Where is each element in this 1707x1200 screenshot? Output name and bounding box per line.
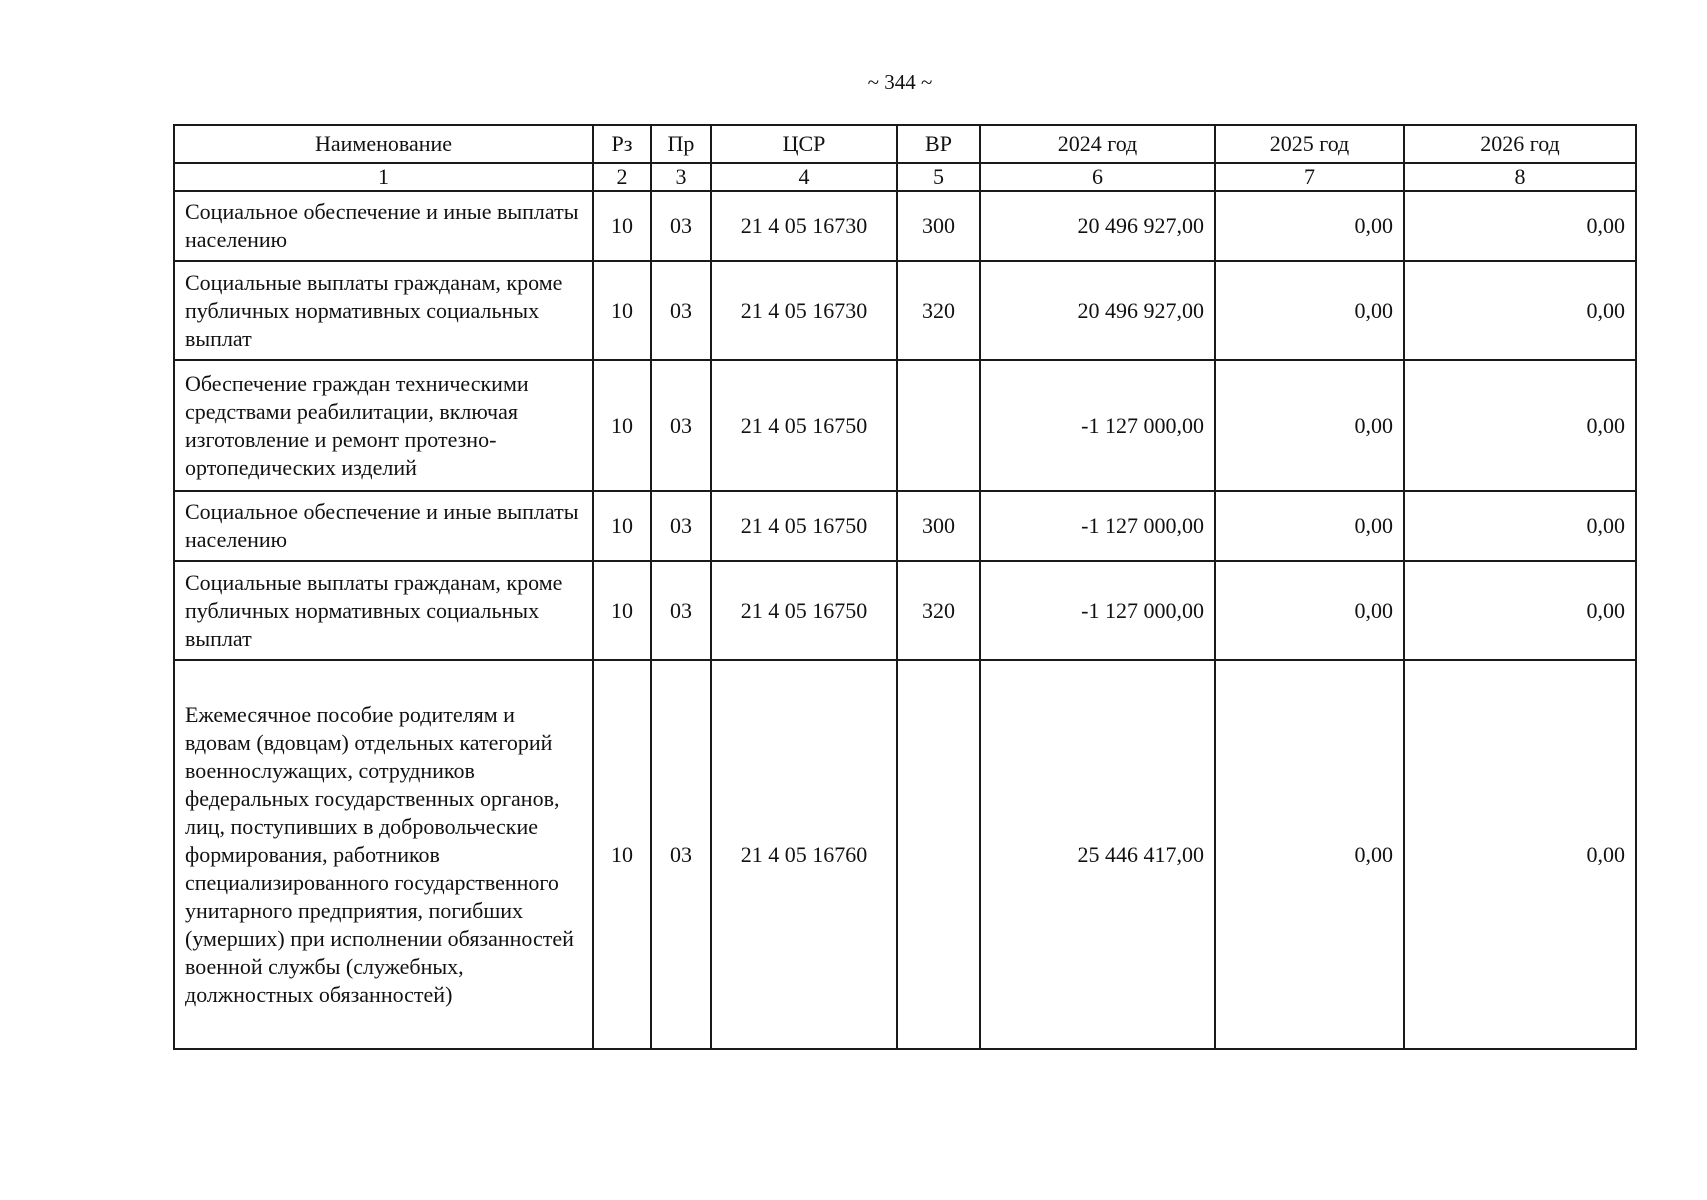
row-name: Обеспечение граждан техническими средствами реабилитации, включая изготовление и ремонт протезно-ортопедических изделий xyxy=(174,360,593,491)
row-vr: 320 xyxy=(897,261,980,360)
row-rz: 10 xyxy=(593,191,651,261)
row-csr: 21 4 05 16750 xyxy=(711,491,897,561)
row-rz: 10 xyxy=(593,561,651,660)
table-row xyxy=(174,191,1636,261)
row-2025: 0,00 xyxy=(1215,660,1404,1049)
row-pr: 03 xyxy=(651,660,711,1049)
row-pr: 03 xyxy=(651,360,711,491)
row-csr: 21 4 05 16750 xyxy=(711,360,897,491)
column-number: 2 xyxy=(593,163,651,191)
row-pr: 03 xyxy=(651,561,711,660)
header-rz: Рз xyxy=(593,125,651,163)
row-csr: 21 4 05 16750 xyxy=(711,561,897,660)
column-number: 1 xyxy=(174,163,593,191)
row-rz: 10 xyxy=(593,660,651,1049)
row-2024: -1 127 000,00 xyxy=(980,491,1215,561)
table-row xyxy=(174,660,1636,1049)
header-2026: 2026 год xyxy=(1404,125,1636,163)
row-name: Ежемесячное пособие родителям и вдовам (вдовцам) отдельных категорий военнослужащих, сотрудников федеральных государственных органов, лиц, поступивших в добровольческие формирования, работников специализированного государственного унитарного предприятия, погибших (умерших) при исполнении обязанностей военной службы (служебных, должностных обязанностей) xyxy=(174,660,593,1049)
column-number: 7 xyxy=(1215,163,1404,191)
column-number: 4 xyxy=(711,163,897,191)
row-pr: 03 xyxy=(651,261,711,360)
row-rz: 10 xyxy=(593,360,651,491)
row-vr: 320 xyxy=(897,561,980,660)
column-number: 6 xyxy=(980,163,1215,191)
row-2025: 0,00 xyxy=(1215,360,1404,491)
header-pr: Пр xyxy=(651,125,711,163)
row-name: Социальное обеспечение и иные выплаты населению xyxy=(174,191,593,261)
header-name: Наименование xyxy=(174,125,593,163)
row-name: Социальное обеспечение и иные выплаты населению xyxy=(174,491,593,561)
row-2026: 0,00 xyxy=(1404,561,1636,660)
row-2025: 0,00 xyxy=(1215,561,1404,660)
row-2024: -1 127 000,00 xyxy=(980,561,1215,660)
row-2026: 0,00 xyxy=(1404,660,1636,1049)
row-csr: 21 4 05 16760 xyxy=(711,660,897,1049)
row-2026: 0,00 xyxy=(1404,261,1636,360)
row-csr: 21 4 05 16730 xyxy=(711,191,897,261)
column-number: 3 xyxy=(651,163,711,191)
row-csr: 21 4 05 16730 xyxy=(711,261,897,360)
table-row xyxy=(174,261,1636,360)
column-number-row xyxy=(174,163,1636,191)
row-name: Социальные выплаты гражданам, кроме публичных нормативных социальных выплат xyxy=(174,561,593,660)
row-2025: 0,00 xyxy=(1215,491,1404,561)
row-rz: 10 xyxy=(593,491,651,561)
table-row xyxy=(174,491,1636,561)
row-2026: 0,00 xyxy=(1404,491,1636,561)
row-2024: -1 127 000,00 xyxy=(980,360,1215,491)
row-2026: 0,00 xyxy=(1404,191,1636,261)
row-vr: 300 xyxy=(897,191,980,261)
column-number: 8 xyxy=(1404,163,1636,191)
budget-table xyxy=(173,124,1637,1050)
header-2025: 2025 год xyxy=(1215,125,1404,163)
row-2024: 25 446 417,00 xyxy=(980,660,1215,1049)
row-vr xyxy=(897,360,980,491)
row-vr: 300 xyxy=(897,491,980,561)
row-2026: 0,00 xyxy=(1404,360,1636,491)
row-vr xyxy=(897,660,980,1049)
header-vr: ВР xyxy=(897,125,980,163)
row-2024: 20 496 927,00 xyxy=(980,261,1215,360)
table-row xyxy=(174,561,1636,660)
row-pr: 03 xyxy=(651,191,711,261)
header-csr: ЦСР xyxy=(711,125,897,163)
row-2025: 0,00 xyxy=(1215,191,1404,261)
table-row xyxy=(174,360,1636,491)
row-name: Социальные выплаты гражданам, кроме публичных нормативных социальных выплат xyxy=(174,261,593,360)
row-2024: 20 496 927,00 xyxy=(980,191,1215,261)
column-number: 5 xyxy=(897,163,980,191)
row-pr: 03 xyxy=(651,491,711,561)
row-2025: 0,00 xyxy=(1215,261,1404,360)
header-2024: 2024 год xyxy=(980,125,1215,163)
row-rz: 10 xyxy=(593,261,651,360)
header-row xyxy=(174,125,1636,163)
page-number: ~ 344 ~ xyxy=(867,70,933,94)
